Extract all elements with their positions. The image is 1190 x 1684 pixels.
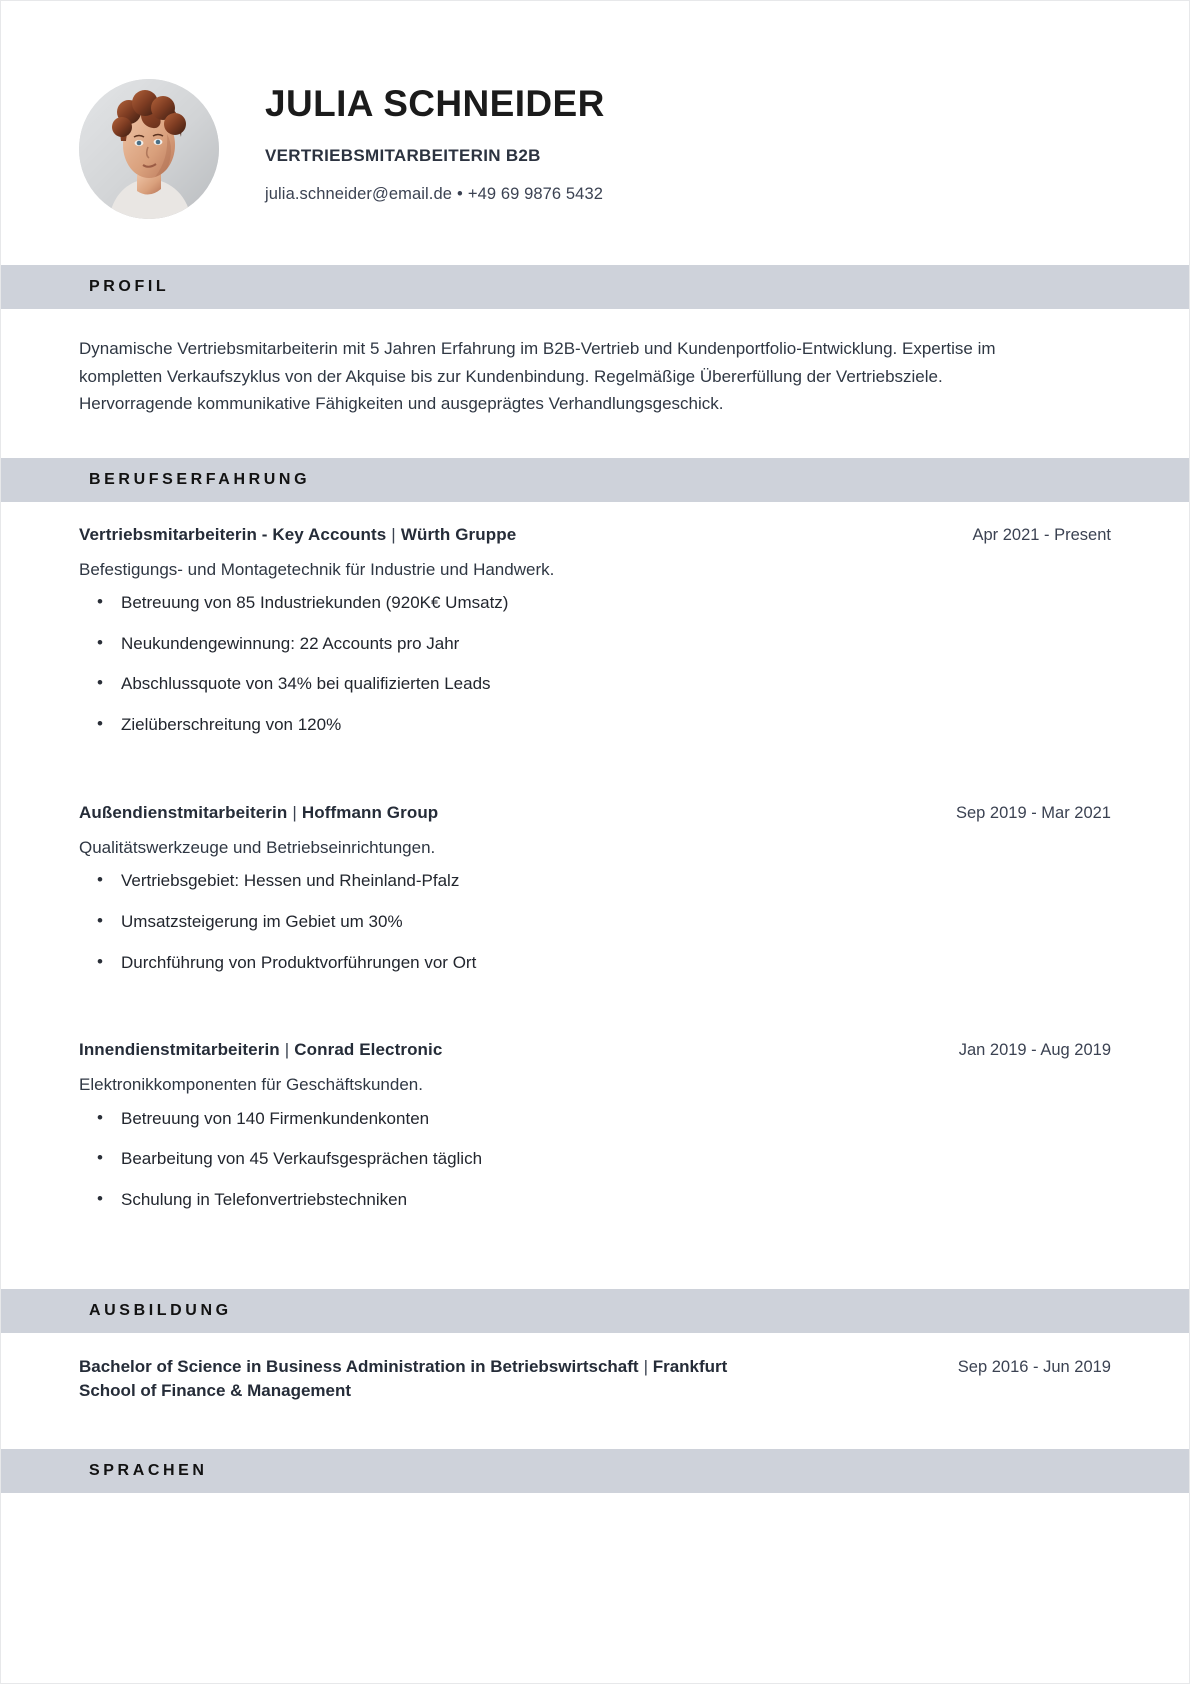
- education-section-body: [1, 1333, 1189, 1449]
- pipe-separator: |: [391, 524, 396, 544]
- education-degree-institution: [79, 1355, 729, 1403]
- profile-summary-text: Dynamische Vertriebsmitarbeiterin mit 5 Jahren Erfahrung im B2B-Vertrieb und Kundenportfolio-Entwicklung. Expertise im kompletten Verkaufszyklus von der Akquise bis zur Kundenbindung. Regelmäßige Übererfüllung der Vertriebsziele. Hervorragende kommunikative Fähigkeiten und ausgeprägtes Verhandlungsgeschick.: [79, 339, 996, 414]
- avatar: [79, 79, 219, 219]
- portrait-photo-icon: [79, 79, 219, 219]
- list-item: [79, 1107, 1111, 1132]
- list-item: [79, 591, 1111, 616]
- section-title-languages: SPRACHEN: [89, 1461, 208, 1479]
- experience-company: Conrad Electronic: [294, 1040, 443, 1060]
- list-item: [79, 672, 1111, 697]
- bullet-text: Bearbeitung von 45 Verkaufsgesprächen täglich: [121, 1149, 483, 1169]
- experience-role-company: [79, 802, 438, 825]
- bullet-text: Vertriebsgebiet: Hessen und Rheinland-Pfalz: [121, 871, 460, 891]
- contact-separator: •: [457, 184, 463, 203]
- pipe-separator: |: [292, 802, 297, 822]
- languages-section-body: [1, 1493, 1189, 1684]
- spacer: [79, 1403, 1111, 1449]
- bullet-text: Abschlussquote von 34% bei qualifizierten Leads: [121, 674, 491, 694]
- experience-role: Außendienstmitarbeiterin: [79, 802, 288, 822]
- experience-description: Elektronikkomponenten für Geschäftskunden.: [79, 1075, 423, 1095]
- bullet-text: Neukundengewinnung: 22 Accounts pro Jahr: [121, 633, 460, 653]
- experience-dates: Apr 2021 - Present: [972, 525, 1111, 544]
- spacer: [79, 768, 1111, 802]
- bullet-dot-icon: •: [97, 592, 103, 612]
- bullet-dot-icon: •: [97, 714, 103, 734]
- bullet-dot-icon: •: [97, 1189, 103, 1209]
- bullet-dot-icon: •: [97, 951, 103, 971]
- section-header-experience: [1, 458, 1189, 502]
- spacer: [79, 1243, 1111, 1289]
- bullet-dot-icon: •: [97, 870, 103, 890]
- bullet-dot-icon: •: [97, 673, 103, 693]
- list-item: [79, 1188, 1111, 1213]
- spacer: [79, 1005, 1111, 1039]
- section-title-education: AUSBILDUNG: [89, 1301, 232, 1319]
- list-item: [79, 713, 1111, 738]
- section-title-profile: PROFIL: [89, 278, 170, 295]
- experience-role-company: [79, 524, 516, 547]
- experience-description: Befestigungs- und Montagetechnik für Industrie und Handwerk.: [79, 559, 555, 579]
- page-title: JULIA SCHNEIDER: [265, 83, 605, 124]
- pipe-separator: |: [643, 1356, 648, 1376]
- bullet-dot-icon: •: [97, 910, 103, 930]
- section-title-experience: BERUFSERFAHRUNG: [89, 470, 311, 488]
- bullet-dot-icon: •: [97, 1107, 103, 1127]
- section-header-profile: [1, 265, 1189, 309]
- bullet-text: Betreuung von 85 Industriekunden (920K€ Umsatz): [121, 593, 509, 613]
- bullet-text: Durchführung von Produktvorführungen vor Ort: [121, 952, 477, 972]
- experience-entry: [79, 1039, 1111, 1213]
- bullet-dot-icon: •: [97, 1148, 103, 1168]
- experience-bullet-list: [79, 591, 1111, 738]
- bullet-dot-icon: •: [97, 632, 103, 652]
- email-text[interactable]: julia.schneider@email.de: [265, 184, 452, 203]
- experience-role: Vertriebsmitarbeiterin - Key Accounts: [79, 524, 387, 544]
- professional-title: VERTRIEBSMITARBEITERIN B2B: [265, 145, 541, 165]
- experience-entry-header: [79, 524, 1111, 547]
- experience-entry-header: [79, 1039, 1111, 1062]
- education-dates: Sep 2016 - Jun 2019: [957, 1357, 1111, 1376]
- spacer: [79, 418, 1111, 458]
- list-item: [79, 951, 1111, 976]
- bullet-text: Umsatzsteigerung im Gebiet um 30%: [121, 911, 403, 931]
- contact-line: [265, 185, 605, 204]
- list-item: [79, 910, 1111, 935]
- experience-dates: Sep 2019 - Mar 2021: [955, 803, 1111, 822]
- identity-block: [219, 73, 605, 204]
- bullet-text: Betreuung von 140 Firmenkundenkonten: [121, 1108, 430, 1128]
- resume-header: [1, 1, 1189, 265]
- pipe-separator: |: [284, 1040, 290, 1060]
- experience-entry-header: [79, 802, 1111, 825]
- experience-bullet-list: [79, 869, 1111, 975]
- education-degree: Bachelor of Science in Business Administration in Betriebswirtschaft: [79, 1356, 639, 1376]
- experience-section-body: [1, 502, 1189, 1289]
- section-header-languages: [1, 1449, 1189, 1493]
- list-item: [79, 632, 1111, 657]
- bullet-text: Schulung in Telefonvertriebstechniken: [121, 1190, 408, 1210]
- list-item: [79, 869, 1111, 894]
- profile-section-body: [1, 309, 1189, 458]
- education-institution: Frankfurt School of Finance & Management: [79, 1356, 728, 1400]
- experience-description: Qualitätswerkzeuge und Betriebseinrichtungen.: [79, 837, 436, 857]
- experience-role: Innendienstmitarbeiterin: [79, 1040, 280, 1060]
- experience-role-company: [79, 1039, 442, 1062]
- bullet-text: Zielüberschreitung von 120%: [121, 715, 342, 735]
- experience-company: Hoffmann Group: [301, 802, 439, 822]
- experience-entry: [79, 524, 1111, 738]
- section-header-education: [1, 1289, 1189, 1333]
- experience-company: Würth Gruppe: [400, 524, 517, 544]
- experience-dates: Jan 2019 - Aug 2019: [958, 1041, 1111, 1060]
- experience-entry: [79, 802, 1111, 976]
- experience-bullet-list: [79, 1107, 1111, 1213]
- phone-text[interactable]: +49 69 9876 5432: [467, 184, 603, 203]
- education-entry: [79, 1355, 1111, 1403]
- list-item: [79, 1147, 1111, 1172]
